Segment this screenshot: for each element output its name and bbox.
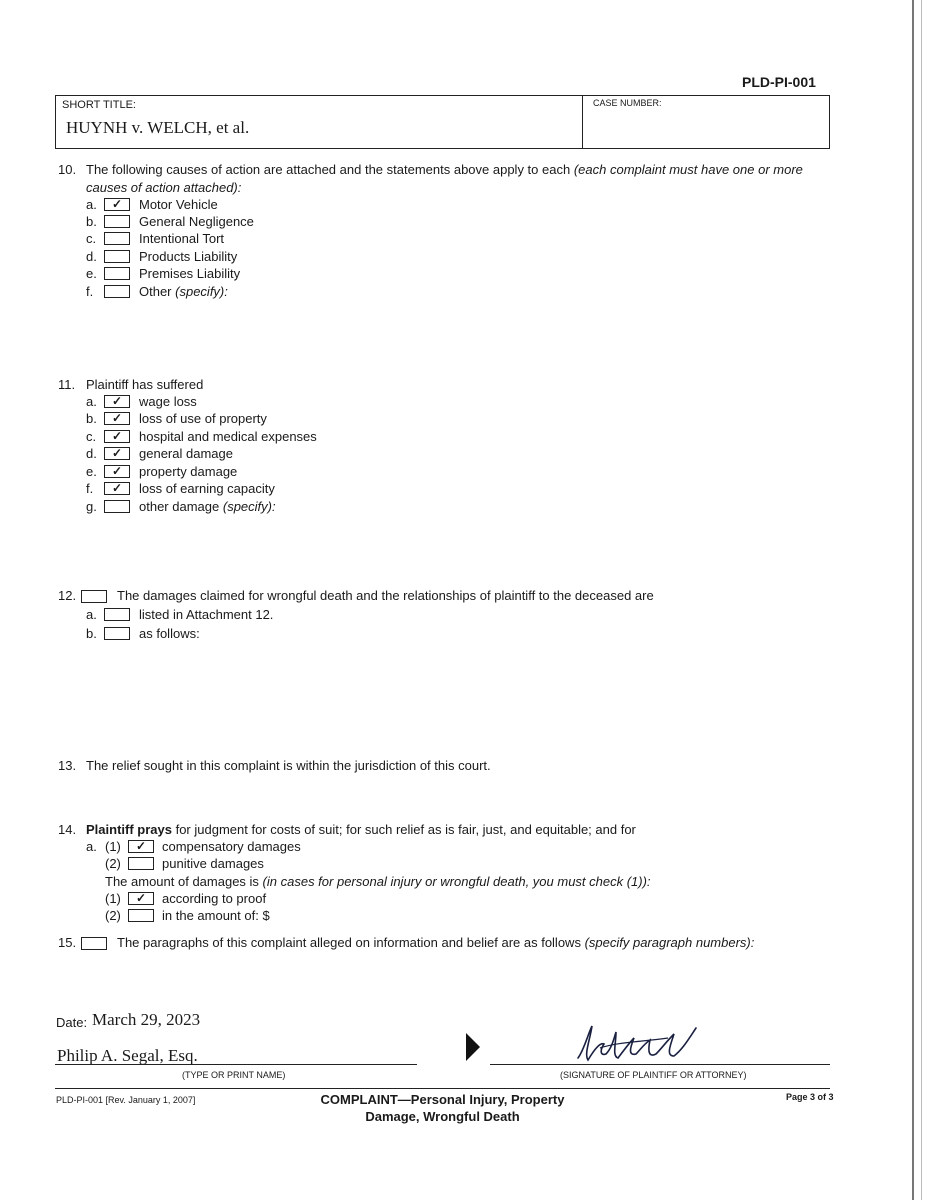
p11-letter: a. [86,394,97,409]
p10-label: Other (specify): [139,284,228,299]
p11-letter: d. [86,446,97,461]
checkbox-amount-of[interactable] [128,909,154,922]
name-caption: (TYPE OR PRINT NAME) [182,1070,286,1080]
checkbox-other[interactable] [104,285,130,298]
p10-letter: b. [86,214,97,229]
date-label: Date: [56,1015,88,1030]
checkbox-wage-loss[interactable]: ✓ [104,395,130,408]
checkbox-wrongful-death[interactable] [81,590,107,603]
p14-letter: a. [86,839,97,854]
date-value: March 29, 2023 [92,1010,201,1029]
short-title-value: HUYNH v. WELCH, et al. [66,118,250,137]
p14-subnum: (1) [105,839,121,854]
p10-letter: f. [86,284,94,299]
checkbox-products-liability[interactable] [104,250,130,263]
p12-text: The damages claimed for wrongful death and the relationships of plaintiff to the deceased are [117,588,654,603]
page-number: Page 3 of 3 [786,1092,834,1102]
p10-label: Products Liability [139,249,238,264]
signature-arrow-icon [466,1033,480,1061]
name-line [55,1064,417,1065]
p10-label: General Negligence [139,214,254,229]
checkbox-property-damage[interactable]: ✓ [104,465,130,478]
scan-edge-line [912,0,914,1200]
p11-label: other damage (specify): [139,499,276,514]
p11-letter: f. [86,481,94,496]
footer-rule [55,1088,830,1089]
p14-label: in the amount of: $ [162,908,270,923]
checkbox-general-negligence[interactable] [104,215,130,228]
checkbox-information-belief[interactable] [81,937,107,950]
p12-letter: b. [86,626,97,641]
signature-caption: (SIGNATURE OF PLAINTIFF OR ATTORNEY) [560,1070,747,1080]
p11-label: wage loss [139,394,197,409]
p11-label: hospital and medical expenses [139,429,317,444]
p11-text: Plaintiff has suffered [86,377,204,392]
checkbox-other-damage[interactable] [104,500,130,513]
printed-name: Philip A. Segal, Esq. [57,1046,198,1065]
checkbox-intentional-tort[interactable] [104,232,130,245]
checkbox-general-damage[interactable]: ✓ [104,447,130,460]
checkbox-earning-capacity[interactable]: ✓ [104,482,130,495]
signature-image [570,1020,710,1066]
p11-label: property damage [139,464,238,479]
checkbox-compensatory[interactable]: ✓ [128,840,154,853]
p14-amount-text: The amount of damages is (in cases for personal injury or wrongful death, you must check (1)): [105,874,651,889]
p13-number: 13. [58,758,77,773]
scan-edge-line [921,0,922,1200]
p11-letter: c. [86,429,97,444]
p11-letter: e. [86,464,97,479]
p10-number: 10. [58,162,77,177]
p10-text: The following causes of action are attached and the statements above apply to each (each complaint must have one or more [86,162,803,177]
checkbox-motor-vehicle[interactable]: ✓ [104,198,130,211]
checkbox-premises-liability[interactable] [104,267,130,280]
p11-letter: b. [86,411,97,426]
p10-text-cont: causes of action attached): [86,180,242,195]
checkbox-loss-of-use[interactable]: ✓ [104,412,130,425]
p10-letter: e. [86,266,97,281]
p14-subnum: (2) [105,856,121,871]
p15-number: 15. [58,935,77,950]
checkbox-medical-expenses[interactable]: ✓ [104,430,130,443]
p10-label: Motor Vehicle [139,197,218,212]
p14-label: punitive damages [162,856,264,871]
short-title-label: SHORT TITLE: [62,99,136,111]
p13-text: The relief sought in this complaint is within the jurisdiction of this court. [86,758,491,773]
p10-letter: c. [86,231,97,246]
p15-text: The paragraphs of this complaint alleged on information and belief are as follows (specify paragraph numbers): [117,935,755,950]
p14-label: compensatory damages [162,839,301,854]
p14-subnum: (2) [105,908,121,923]
p12-letter: a. [86,607,97,622]
checkbox-as-follows[interactable] [104,627,130,640]
checkbox-punitive[interactable] [128,857,154,870]
form-revision: PLD-PI-001 [Rev. January 1, 2007] [56,1095,196,1105]
p11-label: loss of earning capacity [139,481,275,496]
form-code: PLD-PI-001 [742,74,816,90]
p10-label: Premises Liability [139,266,241,281]
checkbox-according-to-proof[interactable]: ✓ [128,892,154,905]
p10-label: Intentional Tort [139,231,225,246]
p14-label: according to proof [162,891,267,906]
p11-label: loss of use of property [139,411,267,426]
p11-label: general damage [139,446,233,461]
p12-label: listed in Attachment 12. [139,607,274,622]
p12-number: 12. [58,588,77,603]
p10-letter: d. [86,249,97,264]
case-number-label: CASE NUMBER: [593,98,662,108]
p10-letter: a. [86,197,97,212]
p14-number: 14. [58,822,77,837]
p12-label: as follows: [139,626,200,641]
signature-line [490,1064,830,1065]
checkbox-attachment-12[interactable] [104,608,130,621]
p11-number: 11. [58,377,76,392]
p14-text: Plaintiff prays for judgment for costs of suit; for such relief as is fair, just, and equitable; and for [86,822,636,837]
footer-title: COMPLAINT—Personal Injury, Property Damage, Wrongful Death [320,1092,565,1124]
p11-letter: g. [86,499,97,514]
p14-subnum: (1) [105,891,121,906]
